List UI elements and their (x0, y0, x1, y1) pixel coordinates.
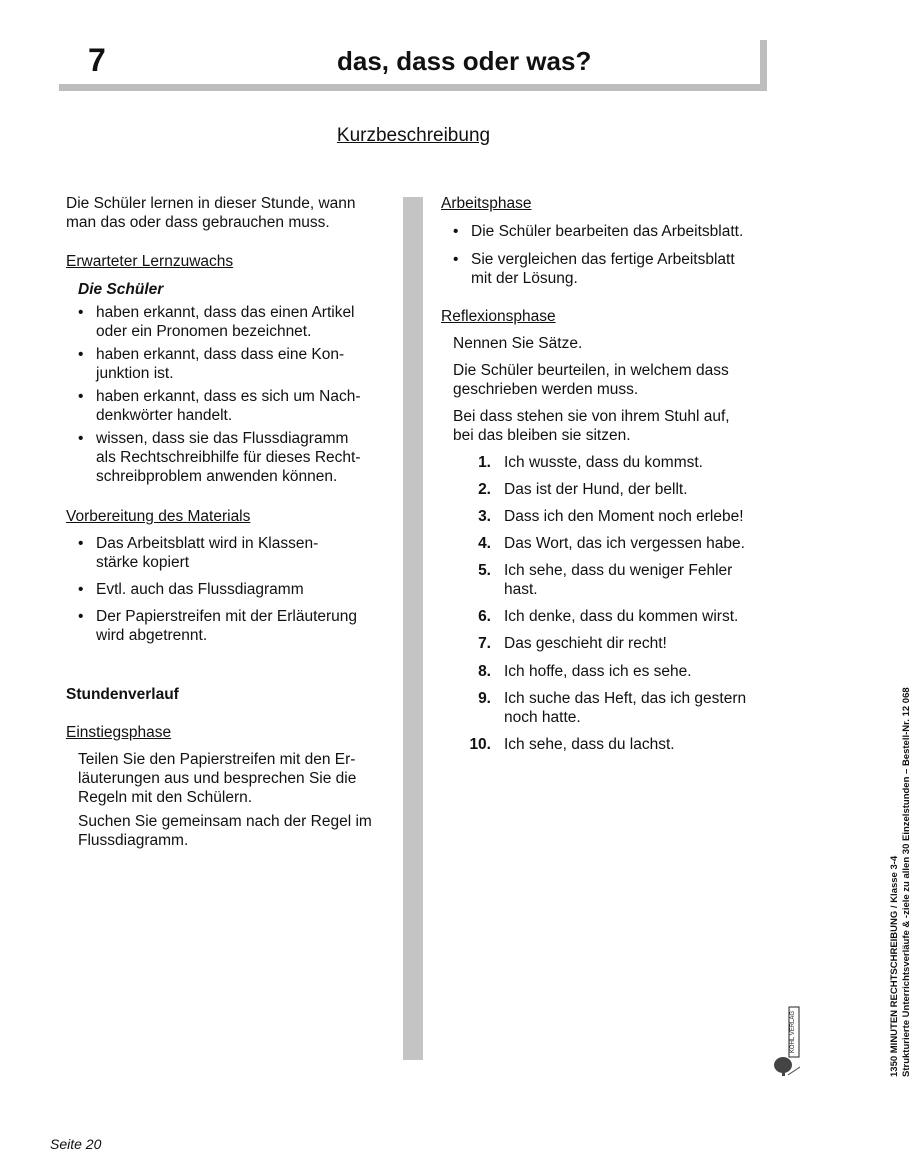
reflexion-text-3: Bei dass stehen sie von ihrem Stuhl auf, bei das bleiben sie sitzen. (453, 408, 730, 444)
material-heading: Vorbereitung des Materials (66, 508, 251, 525)
sentence-number: 7. (478, 635, 491, 652)
sentence-text: Das geschieht dir recht! (504, 635, 667, 652)
list-item: • haben erkannt, dass es sich um Nach- denkwörter handelt. (78, 388, 361, 424)
list-item: • Evtl. auch das Flussdiagramm (78, 581, 304, 598)
intro-text: Die Schüler lernen in dieser Stunde, wann man das oder dass gebrauchen muss. (66, 195, 356, 231)
sentence-number: 9. (478, 690, 491, 707)
einstieg-text-2: Suchen Sie gemeinsam nach der Regel im Flussdiagramm. (78, 813, 372, 849)
sentence-text: Ich sehe, dass du lachst. (504, 736, 675, 753)
page-number: Seite 20 (50, 1136, 102, 1152)
list-item: • Die Schüler bearbeiten das Arbeitsblatt. (453, 223, 744, 240)
einstieg-text: Teilen Sie den Papierstreifen mit den Er- läuterungen aus und besprechen Sie die Regeln mit den Schülern. (78, 751, 357, 806)
sentence-text: Ich wusste, dass du kommst. (504, 454, 703, 471)
material-list (78, 534, 398, 649)
sentence-list (461, 453, 761, 763)
einstieg-heading: Einstiegsphase (66, 724, 172, 741)
reflexion-text-1: Nennen Sie Sätze. (453, 335, 583, 352)
sentence-number: 8. (478, 663, 491, 680)
column-divider (403, 197, 423, 1060)
sentence-text: Das ist der Hund, der bellt. (504, 481, 688, 498)
list-item: • Sie vergleichen das fertige Arbeitsblatt mit der Lösung. (453, 251, 735, 287)
sentence-number: 10. (469, 736, 491, 753)
publisher-logo-icon (772, 1005, 802, 1077)
arbeit-list (453, 222, 763, 292)
header-shadow-bottom (59, 84, 767, 91)
list-item: • haben erkannt, dass das einen Artikel oder ein Pronomen bezeichnet. (78, 304, 355, 340)
sentence-text: hast. (504, 581, 538, 598)
lernzuwachs-list (78, 303, 398, 489)
svg-text:KOHL VERLAG: KOHL VERLAG (790, 1010, 796, 1054)
list-item: • haben erkannt, dass dass eine Kon- junktion ist. (78, 346, 345, 382)
list-item: • Das Arbeitsblatt wird in Klassen- stärke kopiert (78, 535, 319, 571)
sentence-number: 2. (478, 481, 491, 498)
list-item: • wissen, dass sie das Flussdiagramm als Rechtschreibhilfe für dieses Recht- schreibproblem anwenden können. (78, 430, 361, 485)
sentence-number: 1. (478, 454, 491, 471)
sentence-text: Ich hoffe, dass ich es sehe. (504, 663, 692, 680)
sentence-text: Ich suche das Heft, das ich gestern (504, 690, 747, 707)
stundenverlauf-heading: Stundenverlauf (66, 686, 179, 703)
arbeit-heading: Arbeitsphase (441, 195, 532, 212)
sentence-text: Das Wort, das ich vergessen habe. (504, 535, 745, 552)
list-item: • Der Papierstreifen mit der Erläuterung wird abgetrennt. (78, 608, 358, 644)
sentence-number: 4. (478, 535, 491, 552)
chapter-number: 7 (88, 42, 106, 78)
sentence-text: Ich sehe, dass du weniger Fehler (504, 562, 733, 579)
lernzuwachs-heading: Erwarteter Lernzuwachs (66, 253, 234, 270)
lernzuwachs-subheading: Die Schüler (78, 281, 164, 298)
section-title: Kurzbeschreibung (336, 125, 491, 146)
sentence-number: 5. (478, 562, 491, 579)
reflexion-heading: Reflexionsphase (441, 308, 556, 325)
sentence-text: Ich denke, dass du kommen wirst. (504, 608, 739, 625)
sentence-number: 3. (478, 508, 491, 525)
sentence-text: noch hatte. (504, 709, 581, 726)
chapter-title: das, dass oder was? (337, 46, 592, 76)
sentence-text: Dass ich den Moment noch erlebe! (504, 508, 744, 525)
reflexion-text-2: Die Schüler beurteilen, in welchem dass geschrieben werden muss. (453, 362, 729, 398)
sentence-number: 6. (478, 608, 491, 625)
side-publication-info: 1350 MINUTEN RECHTSCHREIBUNG / Klasse 3-4 Strukturierte Unterrichtsverläufe & -ziele zu allen 30 Einzelstunden – Bestell-Nr. 12 068 (889, 687, 912, 1077)
